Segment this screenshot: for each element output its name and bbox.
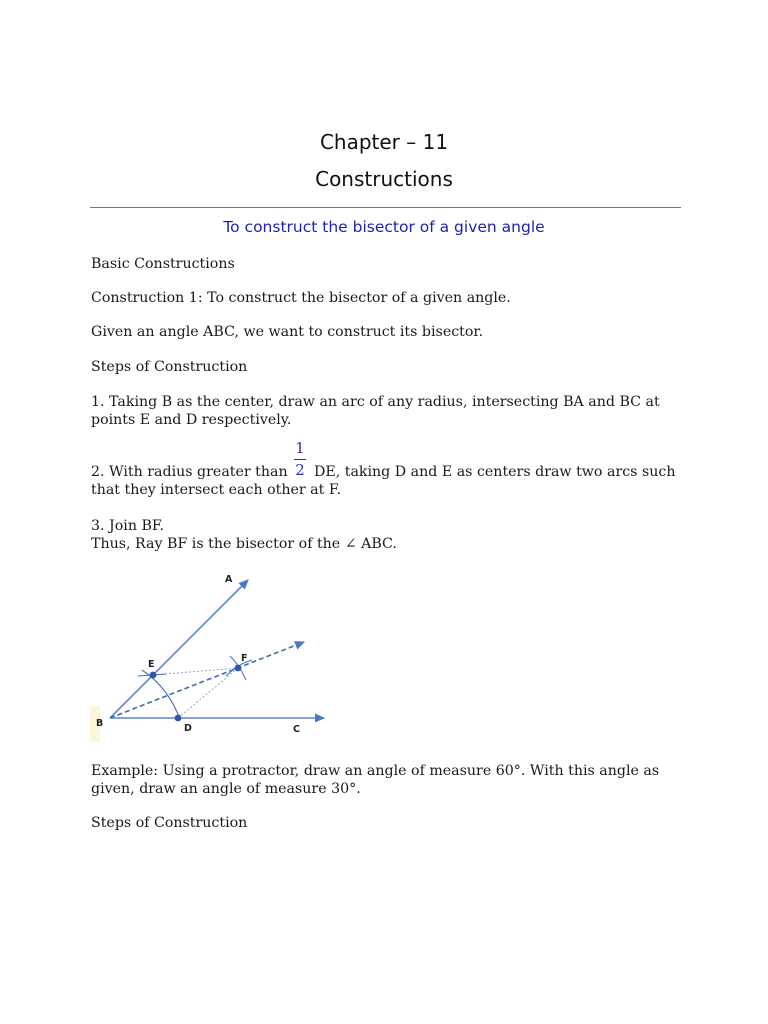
label-c: C <box>293 724 300 735</box>
fraction-denominator: 2 <box>295 461 305 479</box>
point-f <box>235 665 242 672</box>
step-3-line-2: Thus, Ray BF is the bisector of the ∠ ABC. <box>91 536 397 552</box>
example-line-2: given, draw an angle of measure 30°. <box>91 781 361 797</box>
label-b: B <box>96 718 104 729</box>
paragraph-construction-1: Construction 1: To construct the bisector of a given angle. <box>91 290 511 306</box>
ray-ba <box>110 580 248 718</box>
paragraph-given: Given an angle ABC, we want to construct its bisector. <box>91 324 484 340</box>
angle-bisector-diagram <box>88 566 348 746</box>
fraction-numerator: 1 <box>295 439 305 457</box>
step-2-line-2: that they intersect each other at F. <box>91 482 341 498</box>
paragraph-steps-heading-2: Steps of Construction <box>91 815 248 831</box>
example-line-1: Example: Using a protractor, draw an angle of measure 60°. With this angle as <box>91 763 660 779</box>
label-a: A <box>225 574 233 585</box>
arc-ed <box>142 670 180 720</box>
label-e: E <box>148 659 155 670</box>
chapter-number: Chapter – 11 <box>319 130 449 154</box>
paragraph-steps-heading: Steps of Construction <box>91 359 248 375</box>
paragraph-basic-constructions: Basic Constructions <box>91 256 235 272</box>
step-3-line-1: 3. Join BF. <box>91 518 165 534</box>
section-heading: To construct the bisector of a given angle <box>223 218 545 236</box>
step-2-line-1-part-a: 2. With radius greater than <box>91 464 288 480</box>
step-1-line-1: 1. Taking B as the center, draw an arc of any radius, intersecting BA and BC at <box>91 394 660 410</box>
label-f: F <box>241 653 248 664</box>
chapter-title: Constructions <box>315 167 453 191</box>
step-1-line-2: points E and D respectively. <box>91 412 292 428</box>
dotted-line-df <box>178 668 238 718</box>
title-divider <box>90 207 681 208</box>
label-d: D <box>184 723 192 734</box>
ray-bf-bisector <box>110 642 304 718</box>
step-2-line-1-part-b: DE, taking D and E as centers draw two arcs such <box>314 464 676 480</box>
point-d <box>175 715 182 722</box>
point-e <box>150 672 157 679</box>
angle-bisector-svg <box>88 566 348 746</box>
fraction-bar <box>294 459 306 460</box>
